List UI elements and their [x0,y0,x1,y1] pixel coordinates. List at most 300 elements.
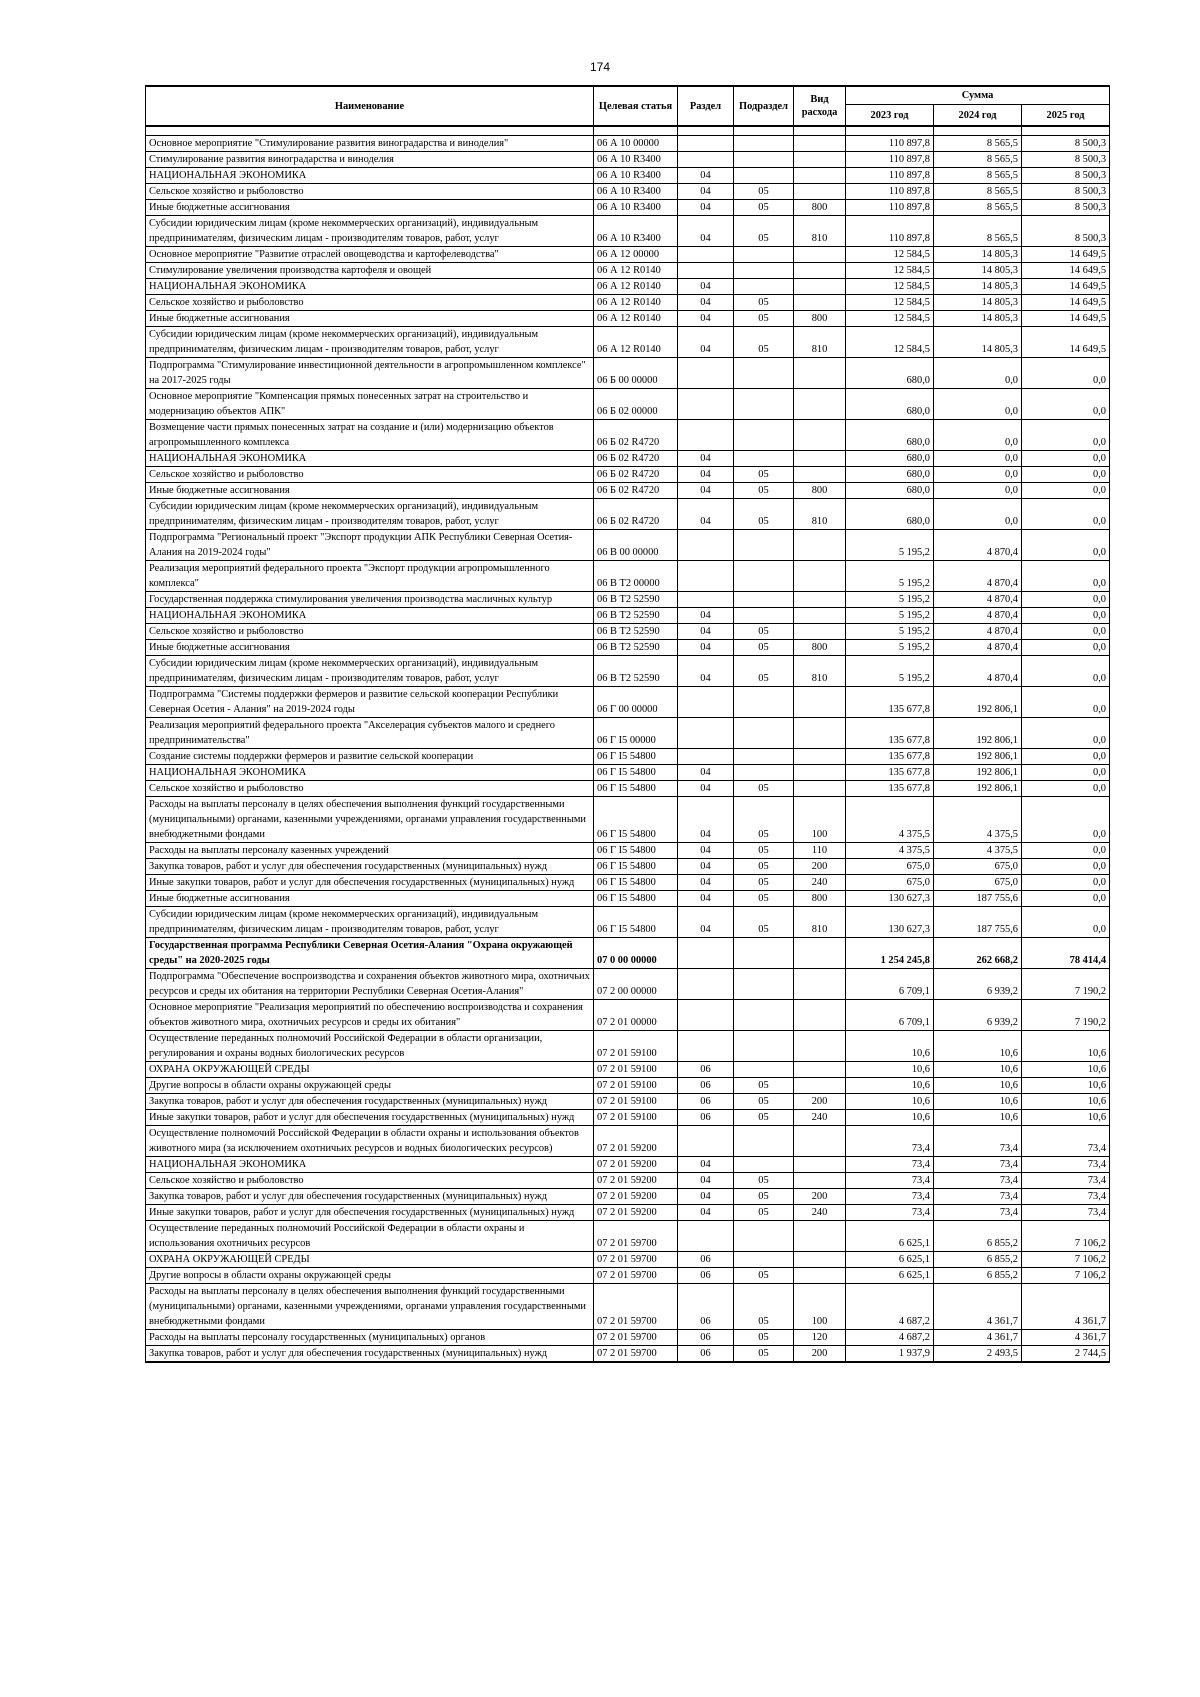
row-subsection [734,247,794,263]
row-sum-2023: 5 195,2 [846,608,934,624]
row-subsection: 05 [734,624,794,640]
row-expense-type [794,279,846,295]
row-expense-type [794,263,846,279]
row-sum-2023: 12 584,5 [846,279,934,295]
row-section: 04 [678,483,734,499]
row-subsection [734,451,794,467]
row-sum-2024: 6 855,2 [934,1221,1022,1252]
row-sum-2025: 14 649,5 [1022,327,1110,358]
row-section [678,420,734,451]
row-expense-type [794,1221,846,1252]
row-subsection [734,592,794,608]
row-sum-2023: 73,4 [846,1189,934,1205]
row-sum-2024: 73,4 [934,1126,1022,1157]
table-row [146,1284,1110,1330]
row-subsection: 05 [734,1110,794,1126]
row-name: Иные бюджетные ассигнования [146,311,594,327]
row-subsection: 05 [734,891,794,907]
table-row [146,168,1110,184]
row-subsection: 05 [734,875,794,891]
row-expense-type [794,1173,846,1189]
row-sum-2024: 4 361,7 [934,1330,1022,1346]
table-row [146,1173,1110,1189]
row-sum-2024: 73,4 [934,1205,1022,1221]
row-target-article: 07 2 01 59200 [594,1173,678,1189]
header-spacer [734,126,794,136]
row-subsection: 05 [734,295,794,311]
row-sum-2024: 73,4 [934,1189,1022,1205]
header-spacer [1022,126,1110,136]
row-sum-2024: 192 806,1 [934,781,1022,797]
row-sum-2024: 8 565,5 [934,168,1022,184]
row-target-article: 06 Б 02 R4720 [594,483,678,499]
row-name: Основное мероприятие "Реализация мероприятий по обеспечению воспроизводства и сохранения объектов животного мира, охотничьих ресурсов и среды их обитания" [146,1000,594,1031]
row-subsection [734,1062,794,1078]
row-section: 04 [678,765,734,781]
row-subsection: 05 [734,1173,794,1189]
row-subsection [734,263,794,279]
row-sum-2025: 0,0 [1022,499,1110,530]
row-sum-2024: 4 870,4 [934,624,1022,640]
row-name: НАЦИОНАЛЬНАЯ ЭКОНОМИКА [146,168,594,184]
table-row [146,749,1110,765]
row-expense-type [794,624,846,640]
row-section: 04 [678,451,734,467]
row-sum-2023: 4 687,2 [846,1330,934,1346]
table-row [146,843,1110,859]
row-sum-2025: 0,0 [1022,765,1110,781]
row-sum-2023: 10,6 [846,1031,934,1062]
row-section [678,530,734,561]
row-sum-2024: 262 668,2 [934,938,1022,969]
row-target-article: 06 В Т2 52590 [594,592,678,608]
row-sum-2023: 130 627,3 [846,891,934,907]
row-section: 04 [678,216,734,247]
row-name: Расходы на выплаты персоналу в целях обеспечения выполнения функций государственными (муниципальными) органами, казенными учреждениями, органами управления государственными внебюджетными фондами [146,1284,594,1330]
row-sum-2024: 187 755,6 [934,891,1022,907]
row-expense-type [794,184,846,200]
row-expense-type [794,530,846,561]
row-sum-2023: 110 897,8 [846,168,934,184]
row-sum-2023: 680,0 [846,467,934,483]
row-subsection: 05 [734,311,794,327]
row-sum-2024: 10,6 [934,1062,1022,1078]
table-row [146,1221,1110,1252]
row-sum-2023: 10,6 [846,1078,934,1094]
row-sum-2023: 5 195,2 [846,592,934,608]
table-row [146,781,1110,797]
row-expense-type [794,938,846,969]
row-name: Расходы на выплаты персоналу казенных учреждений [146,843,594,859]
row-sum-2025: 0,0 [1022,389,1110,420]
row-expense-type: 200 [794,859,846,875]
table-row [146,389,1110,420]
row-subsection: 05 [734,184,794,200]
row-name: Расходы на выплаты персоналу государственных (муниципальных) органов [146,1330,594,1346]
row-target-article: 07 2 01 59100 [594,1062,678,1078]
row-sum-2024: 8 565,5 [934,216,1022,247]
table-row [146,1268,1110,1284]
row-sum-2025: 8 500,3 [1022,184,1110,200]
row-target-article: 07 2 01 59700 [594,1346,678,1363]
row-subsection [734,1000,794,1031]
row-section: 04 [678,1189,734,1205]
table-row [146,859,1110,875]
row-target-article: 06 Г I5 54800 [594,843,678,859]
table-row [146,499,1110,530]
row-subsection [734,358,794,389]
row-sum-2023: 12 584,5 [846,327,934,358]
row-sum-2024: 10,6 [934,1078,1022,1094]
row-name: Иные закупки товаров, работ и услуг для обеспечения государственных (муниципальных) нужд [146,875,594,891]
row-section: 04 [678,200,734,216]
page-number: 174 [589,60,611,74]
row-sum-2025: 7 190,2 [1022,1000,1110,1031]
row-name: Осуществление переданных полномочий Российской Федерации в области охраны и использования охотничьих ресурсов [146,1221,594,1252]
row-section: 04 [678,656,734,687]
row-sum-2025: 0,0 [1022,467,1110,483]
row-sum-2023: 680,0 [846,483,934,499]
row-sum-2025: 0,0 [1022,483,1110,499]
header-spacer [678,126,734,136]
row-sum-2025: 0,0 [1022,718,1110,749]
row-sum-2025: 0,0 [1022,859,1110,875]
row-section: 04 [678,311,734,327]
row-subsection: 05 [734,467,794,483]
table-row [146,1205,1110,1221]
row-section [678,1221,734,1252]
header-section: Раздел [678,86,734,126]
row-subsection: 05 [734,656,794,687]
row-sum-2024: 0,0 [934,499,1022,530]
row-subsection: 05 [734,781,794,797]
row-sum-2024: 8 565,5 [934,136,1022,152]
row-expense-type [794,467,846,483]
row-sum-2025: 0,0 [1022,640,1110,656]
row-sum-2025: 8 500,3 [1022,168,1110,184]
table-row [146,152,1110,168]
row-sum-2023: 6 709,1 [846,969,934,1000]
row-sum-2023: 4 375,5 [846,797,934,843]
row-subsection: 05 [734,907,794,938]
header-year-2023: 2023 год [846,105,934,127]
row-sum-2024: 0,0 [934,358,1022,389]
row-expense-type: 110 [794,843,846,859]
row-sum-2025: 0,0 [1022,420,1110,451]
row-sum-2025: 0,0 [1022,907,1110,938]
row-sum-2025: 73,4 [1022,1189,1110,1205]
row-section: 04 [678,184,734,200]
row-name: НАЦИОНАЛЬНАЯ ЭКОНОМИКА [146,1157,594,1173]
row-section: 06 [678,1346,734,1363]
row-name: Закупка товаров, работ и услуг для обеспечения государственных (муниципальных) нужд [146,859,594,875]
row-expense-type [794,1062,846,1078]
row-expense-type: 800 [794,311,846,327]
table-row [146,1110,1110,1126]
row-target-article: 06 А 12 R0140 [594,327,678,358]
row-target-article: 06 А 10 R3400 [594,200,678,216]
row-name: Подпрограмма "Обеспечение воспроизводства и сохранения объектов животного мира, охотничьих ресурсов и среды их обитания на территории Республики Северная Осетия-Алания" [146,969,594,1000]
row-target-article: 06 А 12 R0140 [594,279,678,295]
row-name: Осуществление полномочий Российской Федерации в области охраны и использования объектов животного мира (за исключением охотничьих ресурсов и водных биологических ресурсов) [146,1126,594,1157]
table-row [146,1346,1110,1363]
table-row [146,420,1110,451]
row-expense-type [794,1157,846,1173]
table-row [146,1062,1110,1078]
row-expense-type: 810 [794,499,846,530]
row-subsection [734,561,794,592]
row-name: Сельское хозяйство и рыболовство [146,467,594,483]
table-row [146,561,1110,592]
row-expense-type [794,152,846,168]
row-name: Субсидии юридическим лицам (кроме некоммерческих организаций), индивидуальным предпринимателям, физическим лицам - производителям товаров, работ, услуг [146,216,594,247]
row-name: Субсидии юридическим лицам (кроме некоммерческих организаций), индивидуальным предпринимателям, физическим лицам - производителям товаров, работ, услуг [146,907,594,938]
row-sum-2025: 14 649,5 [1022,279,1110,295]
header-spacer [794,126,846,136]
row-sum-2025: 10,6 [1022,1078,1110,1094]
row-sum-2024: 0,0 [934,483,1022,499]
row-sum-2023: 680,0 [846,499,934,530]
row-subsection: 05 [734,1205,794,1221]
row-sum-2023: 12 584,5 [846,263,934,279]
table-row [146,1252,1110,1268]
row-section: 04 [678,327,734,358]
row-subsection: 05 [734,1284,794,1330]
row-sum-2024: 4 870,4 [934,656,1022,687]
row-target-article: 06 Б 02 R4720 [594,451,678,467]
row-sum-2023: 135 677,8 [846,765,934,781]
row-expense-type: 800 [794,640,846,656]
row-subsection [734,1252,794,1268]
row-sum-2024: 14 805,3 [934,311,1022,327]
row-sum-2025: 0,0 [1022,451,1110,467]
row-sum-2023: 10,6 [846,1062,934,1078]
row-section: 04 [678,499,734,530]
row-section: 04 [678,859,734,875]
row-subsection: 05 [734,200,794,216]
row-target-article: 07 2 01 59100 [594,1078,678,1094]
row-name: Возмещение части прямых понесенных затрат на создание и (или) модернизацию объектов агропромышленного комплекса [146,420,594,451]
row-target-article: 07 2 01 59200 [594,1157,678,1173]
table-row [146,765,1110,781]
row-sum-2023: 10,6 [846,1094,934,1110]
row-sum-2023: 4 687,2 [846,1284,934,1330]
row-section: 06 [678,1078,734,1094]
row-sum-2024: 14 805,3 [934,295,1022,311]
row-sum-2024: 675,0 [934,859,1022,875]
row-expense-type: 810 [794,216,846,247]
row-section [678,1000,734,1031]
row-target-article: 06 А 12 R0140 [594,311,678,327]
row-sum-2024: 0,0 [934,389,1022,420]
row-sum-2025: 73,4 [1022,1126,1110,1157]
row-target-article: 06 А 12 R0140 [594,295,678,311]
row-sum-2023: 135 677,8 [846,749,934,765]
row-name: Подпрограмма "Системы поддержки фермеров и развитие сельской кооперации Республики Северная Осетия - Алания" на 2019-2024 годы [146,687,594,718]
row-target-article: 06 В Т2 52590 [594,656,678,687]
table-row [146,797,1110,843]
row-name: Иные бюджетные ассигнования [146,483,594,499]
row-subsection: 05 [734,327,794,358]
row-sum-2025: 0,0 [1022,656,1110,687]
row-section [678,247,734,263]
row-name: Основное мероприятие "Компенсация прямых понесенных затрат на строительство и модернизацию объектов АПК" [146,389,594,420]
row-expense-type: 810 [794,327,846,358]
row-name: НАЦИОНАЛЬНАЯ ЭКОНОМИКА [146,608,594,624]
row-expense-type [794,765,846,781]
row-sum-2025: 73,4 [1022,1157,1110,1173]
table-row [146,687,1110,718]
table-row [146,875,1110,891]
row-section [678,592,734,608]
row-sum-2023: 110 897,8 [846,200,934,216]
table-row [146,907,1110,938]
row-name: Расходы на выплаты персоналу в целях обеспечения выполнения функций государственными (муниципальными) органами, казенными учреждениями, органами управления государственными внебюджетными фондами [146,797,594,843]
row-name: Сельское хозяйство и рыболовство [146,184,594,200]
row-subsection: 05 [734,499,794,530]
row-expense-type [794,1268,846,1284]
row-name: Иные бюджетные ассигнования [146,640,594,656]
table-row [146,136,1110,152]
row-section: 04 [678,168,734,184]
row-sum-2024: 4 375,5 [934,797,1022,843]
row-expense-type [794,1252,846,1268]
row-sum-2023: 73,4 [846,1173,934,1189]
row-section [678,938,734,969]
row-sum-2025: 10,6 [1022,1094,1110,1110]
row-sum-2025: 0,0 [1022,530,1110,561]
row-sum-2023: 12 584,5 [846,247,934,263]
row-expense-type [794,1078,846,1094]
row-sum-2025: 0,0 [1022,843,1110,859]
row-target-article: 06 В Т2 00000 [594,561,678,592]
row-target-article: 06 В 00 00000 [594,530,678,561]
row-sum-2025: 0,0 [1022,624,1110,640]
row-expense-type [794,358,846,389]
row-sum-2025: 7 106,2 [1022,1221,1110,1252]
row-sum-2023: 1 937,9 [846,1346,934,1363]
row-target-article: 07 2 01 59100 [594,1094,678,1110]
table-row [146,200,1110,216]
header-year-2024: 2024 год [934,105,1022,127]
row-subsection [734,1221,794,1252]
row-sum-2024: 4 375,5 [934,843,1022,859]
row-expense-type: 200 [794,1346,846,1363]
row-sum-2024: 8 565,5 [934,200,1022,216]
row-sum-2024: 10,6 [934,1110,1022,1126]
row-section: 04 [678,891,734,907]
row-sum-2023: 6 709,1 [846,1000,934,1031]
row-subsection [734,608,794,624]
row-name: Субсидии юридическим лицам (кроме некоммерческих организаций), индивидуальным предпринимателям, физическим лицам - производителям товаров, работ, услуг [146,656,594,687]
row-sum-2024: 4 870,4 [934,640,1022,656]
row-subsection: 05 [734,1094,794,1110]
row-sum-2023: 130 627,3 [846,907,934,938]
header-subsection: Подраздел [734,86,794,126]
row-sum-2024: 192 806,1 [934,749,1022,765]
table-row [146,656,1110,687]
row-sum-2025: 0,0 [1022,592,1110,608]
row-section [678,358,734,389]
row-sum-2023: 6 625,1 [846,1252,934,1268]
row-sum-2024: 0,0 [934,467,1022,483]
row-expense-type [794,389,846,420]
row-sum-2023: 5 195,2 [846,656,934,687]
table-row [146,451,1110,467]
row-sum-2023: 73,4 [846,1157,934,1173]
row-subsection [734,1157,794,1173]
budget-table [145,85,1110,1363]
row-target-article: 07 2 01 59200 [594,1205,678,1221]
row-sum-2025: 73,4 [1022,1205,1110,1221]
row-section: 04 [678,467,734,483]
row-target-article: 07 2 01 59700 [594,1284,678,1330]
table-row [146,1189,1110,1205]
row-expense-type [794,749,846,765]
row-section: 04 [678,640,734,656]
row-sum-2024: 14 805,3 [934,263,1022,279]
row-name: Государственная поддержка стимулирования увеличения производства масличных культур [146,592,594,608]
row-target-article: 07 2 01 59100 [594,1031,678,1062]
row-name: НАЦИОНАЛЬНАЯ ЭКОНОМИКА [146,765,594,781]
table-row [146,311,1110,327]
row-section [678,1031,734,1062]
row-sum-2025: 7 106,2 [1022,1252,1110,1268]
row-sum-2023: 680,0 [846,389,934,420]
row-expense-type: 240 [794,1205,846,1221]
row-name: Сельское хозяйство и рыболовство [146,781,594,797]
row-sum-2023: 680,0 [846,420,934,451]
row-target-article: 06 А 10 R3400 [594,184,678,200]
row-target-article: 06 Г I5 54800 [594,797,678,843]
row-section: 04 [678,875,734,891]
row-subsection [734,765,794,781]
header-expense-type: Вид расхода [794,86,846,126]
row-name: Закупка товаров, работ и услуг для обеспечения государственных (муниципальных) нужд [146,1094,594,1110]
row-target-article: 06 А 10 00000 [594,136,678,152]
row-sum-2023: 5 195,2 [846,624,934,640]
row-sum-2024: 14 805,3 [934,247,1022,263]
row-sum-2024: 8 565,5 [934,152,1022,168]
row-name: Сельское хозяйство и рыболовство [146,1173,594,1189]
row-expense-type [794,1000,846,1031]
header-spacer [146,126,594,136]
row-subsection [734,389,794,420]
row-sum-2025: 8 500,3 [1022,152,1110,168]
row-expense-type [794,136,846,152]
row-sum-2023: 12 584,5 [846,295,934,311]
row-target-article: 06 Г I5 54800 [594,765,678,781]
row-sum-2025: 7 190,2 [1022,969,1110,1000]
row-target-article: 06 Г I5 54800 [594,749,678,765]
row-expense-type: 100 [794,1284,846,1330]
row-sum-2024: 73,4 [934,1157,1022,1173]
row-subsection: 05 [734,843,794,859]
header-spacer [846,126,934,136]
table-row [146,1094,1110,1110]
row-sum-2024: 14 805,3 [934,327,1022,358]
row-sum-2025: 73,4 [1022,1173,1110,1189]
row-subsection [734,718,794,749]
row-section [678,687,734,718]
table-row [146,184,1110,200]
row-expense-type: 800 [794,200,846,216]
row-sum-2023: 110 897,8 [846,136,934,152]
row-target-article: 07 2 01 00000 [594,1000,678,1031]
table-row [146,640,1110,656]
table-row [146,1157,1110,1173]
row-sum-2023: 110 897,8 [846,216,934,247]
